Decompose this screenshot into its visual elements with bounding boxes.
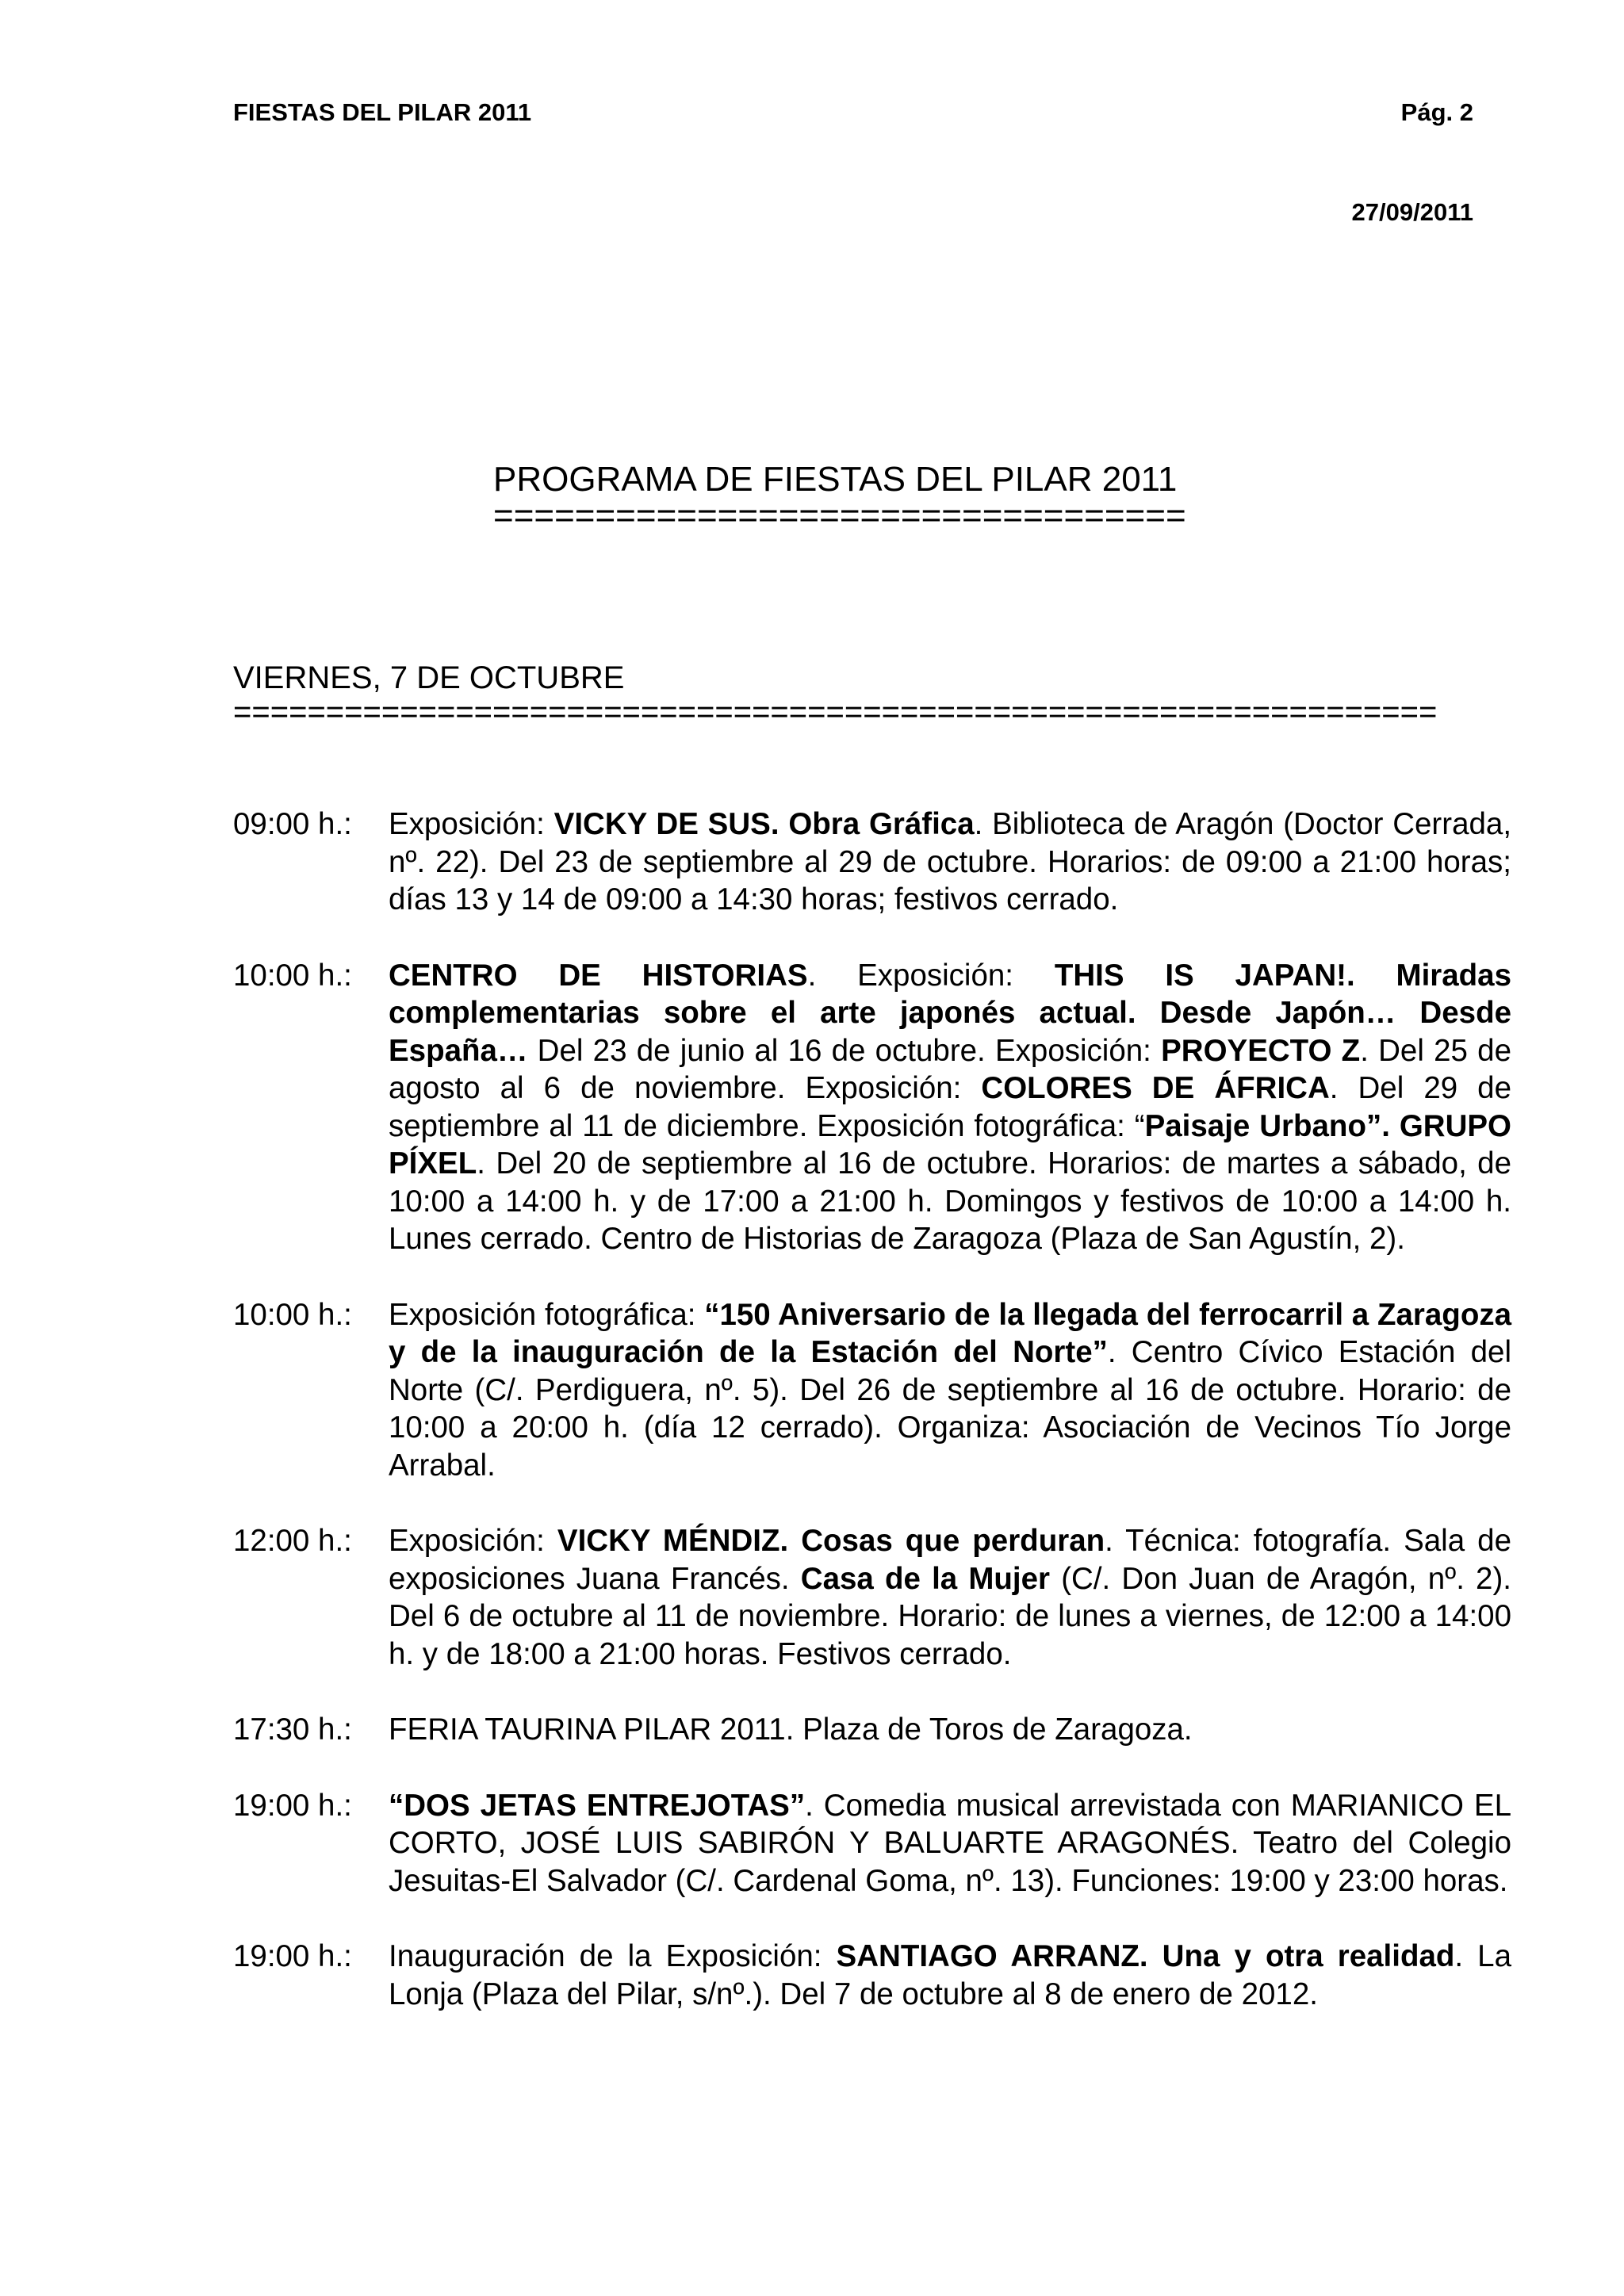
event-text-bold: “150 Aniversario de la llegada del ferrocarril a Zaragoza y de la inauguración de la Estación del Norte” xyxy=(389,1297,1511,1369)
event-text: (C/. Don Juan de Aragón, nº. 2). Del 6 de octubre al 11 de noviembre. Horario: de lunes a viernes, de 12:00 a 14:00 h. y de 18:00 a 21:00 horas. Festivos cerrado. xyxy=(389,1561,1511,1671)
event-time: 17:30 h.: xyxy=(233,1712,352,1747)
event-text-bold: “DOS JETAS ENTREJOTAS” xyxy=(389,1788,806,1823)
event-description xyxy=(389,1711,1511,1749)
event-text: . Comedia musical arrevistada con MARIANICO EL CORTO, JOSÉ LUIS SABIRÓN Y BALUARTE ARAGONÉS. Teatro del Colegio Jesuitas-El Salvador (C/. Cardenal Goma, nº. 13). Funciones: 19:00 y 23:00 horas. xyxy=(389,1788,1511,1898)
event-text-bold: Casa de la Mujer xyxy=(800,1561,1051,1596)
event-text-bold: THIS IS JAPAN!. Miradas complementarias sobre el arte japonés actual. Desde Japón… Desde España… xyxy=(389,958,1512,1068)
event-item xyxy=(233,1522,1511,1673)
event-item xyxy=(233,1938,1511,2013)
event-description xyxy=(389,1296,1511,1485)
title-underline: ================================== xyxy=(493,496,1186,535)
event-text: FERIA TAURINA PILAR 2011. Plaza de Toros de Zaragoza. xyxy=(389,1712,1193,1747)
event-time: 10:00 h.: xyxy=(233,958,352,993)
event-text: . Del 25 de agosto al 6 de noviembre. Exposición: xyxy=(389,1033,1511,1105)
header-title: FIESTAS DEL PILAR 2011 xyxy=(233,98,532,126)
event-text: Del 23 de junio al 16 de octubre. Exposición: xyxy=(527,1033,1162,1068)
event-text: Exposición: xyxy=(389,807,554,841)
event-text: . Exposición: xyxy=(807,958,1055,993)
event-text: . Del 29 de septiembre al 11 de diciembre. Exposición fotográfica: “ xyxy=(389,1071,1512,1143)
day-heading: VIERNES, 7 DE OCTUBRE xyxy=(233,660,625,695)
page-number: Pág. 2 xyxy=(1400,98,1473,126)
event-item xyxy=(233,1711,1511,1749)
event-item xyxy=(233,957,1511,1258)
event-time: 09:00 h.: xyxy=(233,807,352,841)
event-text: . Técnica: fotografía. Sala de exposiciones Juana Francés. xyxy=(389,1524,1511,1596)
event-text-bold: Paisaje Urbano”. GRUPO PÍXEL xyxy=(389,1108,1511,1181)
event-item xyxy=(233,1787,1511,1900)
day-underline: ================================================================= xyxy=(233,695,1438,729)
event-text: Exposición fotográfica: xyxy=(389,1297,705,1332)
event-description xyxy=(389,1522,1511,1673)
event-item xyxy=(233,806,1511,919)
event-time: 10:00 h.: xyxy=(233,1297,352,1332)
day-block xyxy=(233,658,1502,729)
event-text: . La Lonja (Plaza del Pilar, s/nº.). Del 7 de octubre al 8 de enero de 2012. xyxy=(389,1939,1511,2011)
event-text: Inauguración de la Exposición: xyxy=(389,1939,837,1973)
event-text-bold: VICKY DE SUS. Obra Gráfica xyxy=(553,807,975,841)
event-description xyxy=(389,1938,1511,2013)
event-text-bold: VICKY MÉNDIZ. Cosas que perduran xyxy=(557,1524,1105,1558)
event-text-bold: SANTIAGO ARRANZ. Una y otra realidad xyxy=(836,1939,1455,1973)
event-text: . Del 20 de septiembre al 16 de octubre. Horarios: de martes a sábado, de 10:00 a 14:00 h. y de 17:00 a 21:00 h. Domingos y festivos de 10:00 a 14:00 h. Lunes cerrado. Centro de Historias de Zaragoza (Plaza de San Agustín, 2). xyxy=(389,1146,1511,1256)
event-description xyxy=(389,806,1511,919)
event-text-bold: PROYECTO Z xyxy=(1161,1033,1361,1068)
document-date: 27/09/2011 xyxy=(1351,198,1473,226)
event-text-bold: CENTRO DE HISTORIAS xyxy=(389,958,808,993)
event-time: 19:00 h.: xyxy=(233,1939,352,1973)
title-block xyxy=(493,458,1254,535)
page-title: PROGRAMA DE FIESTAS DEL PILAR 2011 xyxy=(493,460,1178,499)
event-time: 12:00 h.: xyxy=(233,1524,352,1558)
event-text: Exposición: xyxy=(389,1524,557,1558)
event-description xyxy=(389,957,1511,1258)
event-item xyxy=(233,1296,1511,1485)
event-list xyxy=(233,806,1511,2051)
event-text: . Centro Cívico Estación del Norte (C/. Perdiguera, nº. 5). Del 26 de septiembre al 16 de octubre. Horario: de 10:00 a 20:00 h. (día 12 cerrado). Organiza: Asociación de Vecinos Tío Jorge Arrabal. xyxy=(389,1335,1512,1483)
event-text: . Biblioteca de Aragón (Doctor Cerrada, nº. 22). Del 23 de septiembre al 29 de octubre. Horarios: de 09:00 a 21:00 horas; días 13 y 14 de 09:00 a 14:30 horas; festivos cerrado. xyxy=(389,807,1512,916)
event-time: 19:00 h.: xyxy=(233,1788,352,1823)
page-header xyxy=(233,98,1473,130)
event-description xyxy=(389,1787,1511,1900)
event-text-bold: COLORES DE ÁFRICA xyxy=(981,1071,1330,1105)
